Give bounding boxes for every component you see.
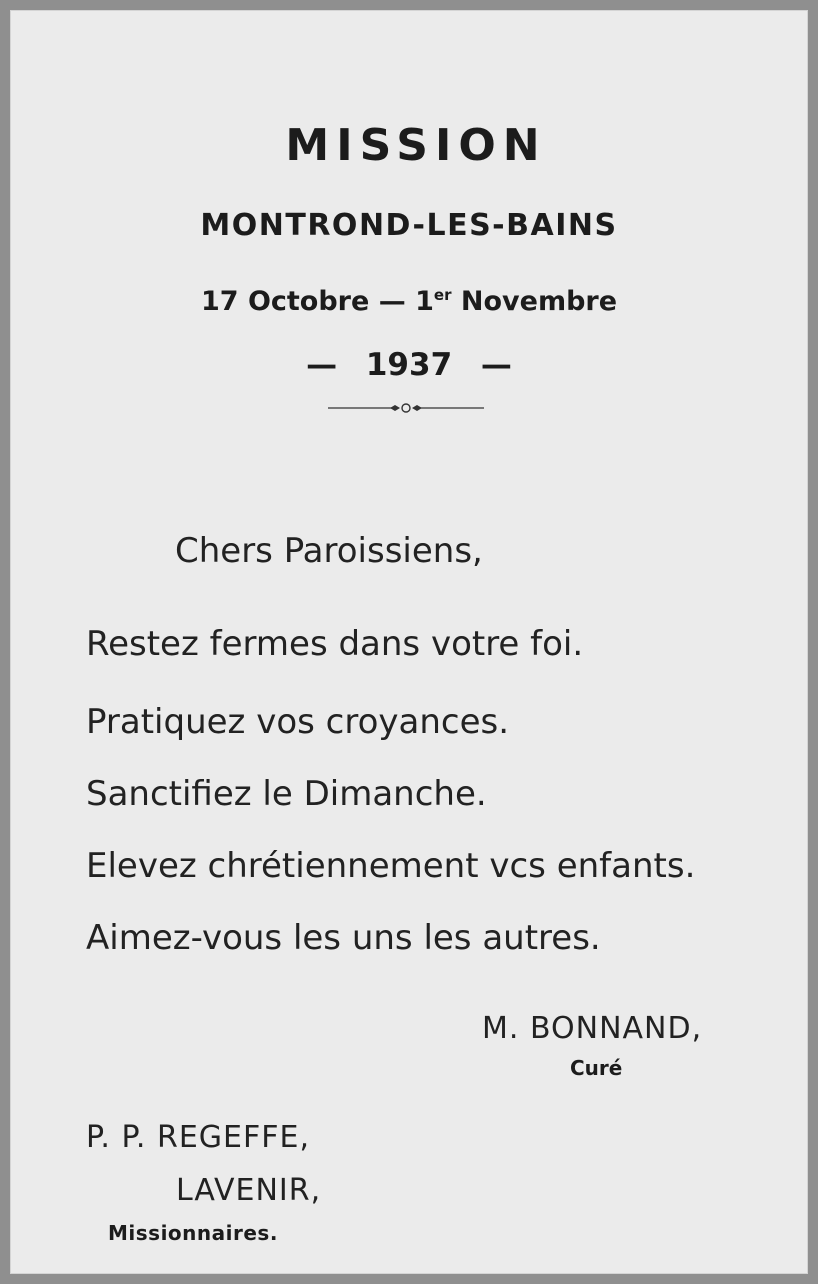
signature-name: M. BONNAND, xyxy=(482,1011,703,1046)
missionary-name: LAVENIR, xyxy=(176,1173,322,1208)
letter-line: Restez fermes dans votre foi. xyxy=(86,624,584,664)
missionaries-role: Missionnaires. xyxy=(108,1221,278,1245)
ornament-divider xyxy=(328,400,484,416)
mission-year: — 1937 — xyxy=(306,347,512,383)
mission-dates xyxy=(10,284,808,320)
letter-line: Elevez chrétiennement vcs enfants. xyxy=(86,846,696,886)
dates-start: 17 Octobre — 1 xyxy=(200,286,434,317)
letter-salutation: Chers Paroissiens, xyxy=(175,531,483,571)
dates-superscript: er xyxy=(433,286,452,304)
letter-line: Pratiquez vos croyances. xyxy=(86,702,510,742)
letter-line: Sanctifiez le Dimanche. xyxy=(86,774,487,814)
dates-end: Novembre xyxy=(451,286,618,317)
letter-line: Aimez-vous les uns les autres. xyxy=(86,918,601,958)
place-name: MONTROND-LES-BAINS xyxy=(200,208,618,243)
mission-card xyxy=(10,10,808,1274)
missionary-name: P. P. REGEFFE, xyxy=(86,1120,310,1155)
signature-role: Curé xyxy=(570,1056,623,1080)
mission-title: MISSION xyxy=(285,120,547,171)
